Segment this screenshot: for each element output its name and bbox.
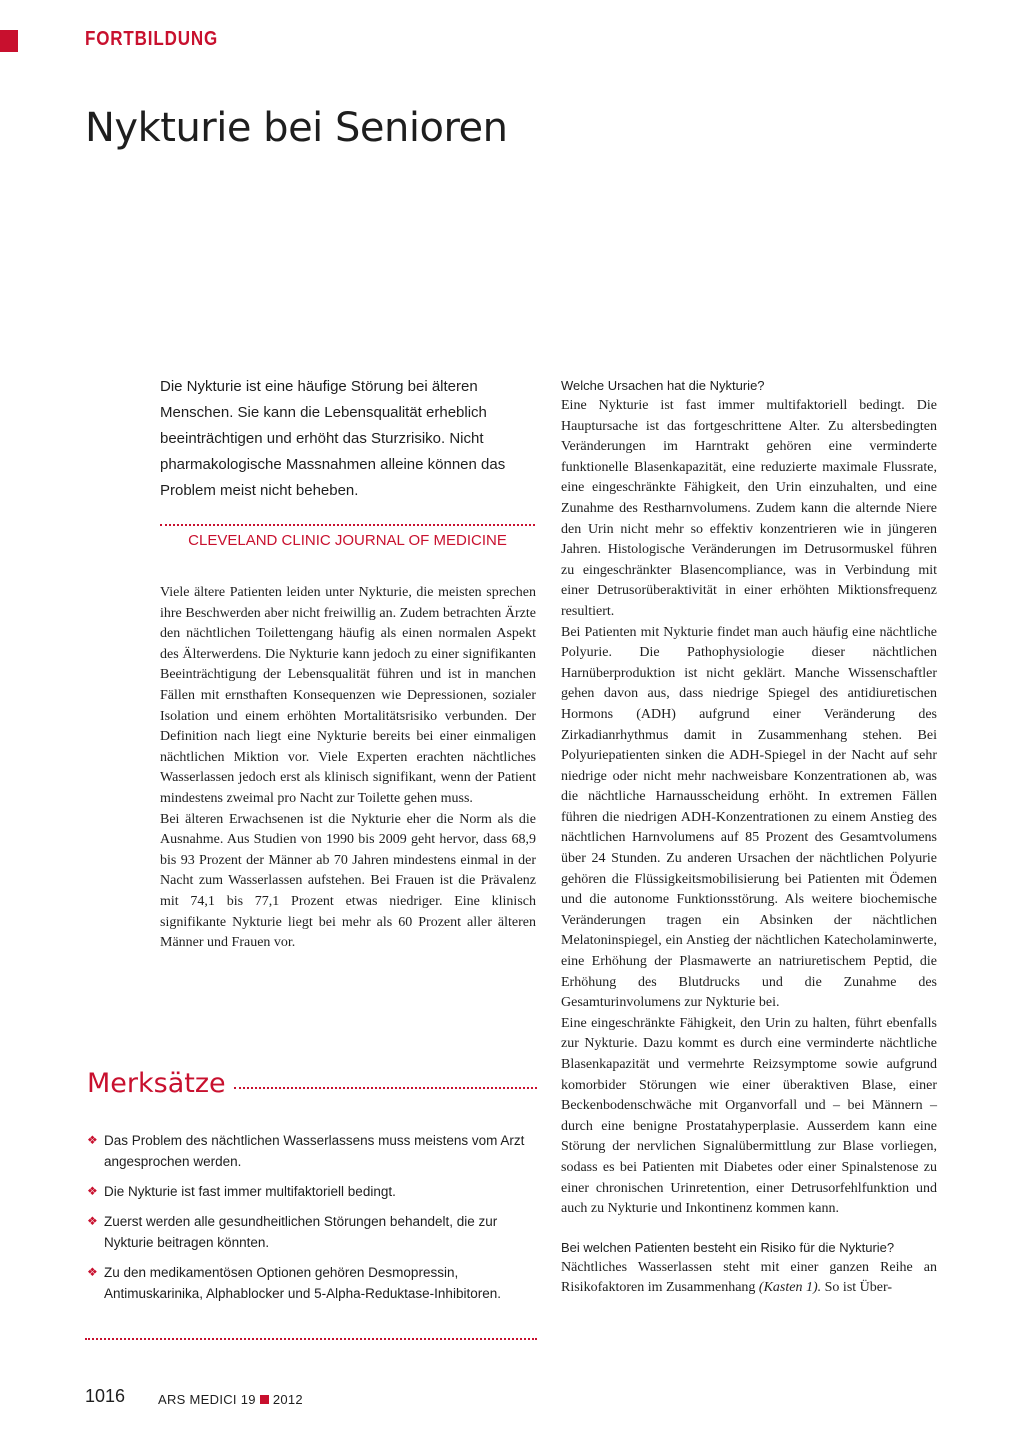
diamond-bullet-icon: ❖: [87, 1265, 98, 1279]
merksaetze-dotted-rule: [234, 1087, 537, 1089]
section-heading-causes: Welche Ursachen hat die Nykturie?: [561, 378, 765, 393]
section-label: FORTBILDUNG: [85, 28, 219, 50]
left-column-body: [160, 583, 536, 954]
body-paragraph: Eine Nykturie ist fast immer multifaktoriell bedingt. Die Hauptursache ist das fortgeschrittene Alter. Zu altersbedingten Veränderungen im Harntrakt gehören eine verminderte funktionelle Blasenkapazität, eine reduzierte maximale Flussrate, eine eingeschränkte Fähigkeit, den Urin einzuhalten, und eine Zunahme des Restharnvolumens. Zudem kann die alternde Niere den Urin nicht mehr so effektiv konzentrieren wie in jüngeren Jahren. Histologische Veränderungen im Detrusormuskel führen zu eingeschränkter Blasencompliance, was in Verbindung mit einer Detrusorüberaktivität in einer erhöhten Miktionsfrequenz resultiert.: [561, 398, 937, 619]
box-reference: (Kasten 1).: [758, 1280, 822, 1296]
merksatz-item: ❖ Zuerst werden alle gesundheitlichen Störungen behandelt, die zur Nykturie beitragen könnten.: [87, 1211, 537, 1253]
article-title: Nykturie bei Senioren: [85, 105, 508, 151]
merksaetze-list: [87, 1130, 537, 1313]
source-citation: CLEVELAND CLINIC JOURNAL OF MEDICINE: [188, 532, 507, 549]
body-paragraph: Nächtliches Wasserlassen steht mit einer ganzen Reihe an Risikofaktoren im Zusammenhang (Kasten 1). So ist Über-: [561, 1259, 937, 1296]
merksaetze-header: [87, 1068, 537, 1099]
merksatz-item: ❖ Das Problem des nächtlichen Wasserlassens muss meistens vom Arzt angesprochen werden.: [87, 1130, 537, 1172]
merksaetze-bottom-divider: [85, 1338, 537, 1340]
diamond-bullet-icon: ❖: [87, 1184, 98, 1198]
diamond-bullet-icon: ❖: [87, 1133, 98, 1147]
red-square-icon: [260, 1395, 269, 1404]
body-paragraph: Bei Patienten mit Nykturie findet man auch häufig eine nächtliche Polyurie. Die Pathophysiologie dieser nächtlichen Harnüberproduktion ist nicht geklärt. Manche Wissenschaftler gehen davon aus, dass niedrige Spiegel des antidiuretischen Hormons (ADH) aufgrund einer Veränderung des Zirkadianrhythmus damit in Zusammenhang stehen. Bei Polyuriepatienten sinken die ADH-Spiegel in der Nacht auf sehr niedrige oder nicht mehr nachweisbare Konzentrationen ab, was die nächtliche Harnausscheidung erhöht. In extremen Fällen führen die niedrigen ADH-Konzentrationen zu einem Anstieg des nächtlichen Harnvolumens auf 85 Prozent des Gesamtvolumens über 24 Stunden. Zu anderen Ursachen der nächtlichen Polyurie gehören die Flüssigkeitsmobilisierung bei Patienten mit Ödemen und die autonome Funktionsstörung. Als weitere biochemische Veränderungen tragen ein Absinken der nächtlichen Melatoninspiegel, ein Anstieg der nächtlichen Katecholaminwerte, eine Erhöhung der Plasmawerte an natriuretischem Peptid, die Erhöhung des Blutdrucks und die Zunahme des Gesamturinvolumens zur Nykturie bei.: [561, 624, 937, 1011]
source-divider: [160, 524, 535, 526]
page-number: 1016: [85, 1386, 126, 1406]
journal-footer: [158, 1392, 303, 1407]
merksaetze-title: Merksätze: [87, 1068, 226, 1099]
section-heading-risk: Bei welchen Patienten besteht ein Risiko für die Nykturie?: [561, 1239, 895, 1255]
section-spacer: [561, 1220, 937, 1238]
merksatz-item: ❖ Zu den medikamentösen Optionen gehören Desmopressin, Antimuskarinika, Alphablocker und 5-Alpha-Reduktase-Inhibitoren.: [87, 1262, 537, 1304]
journal-year: 2012: [272, 1392, 303, 1407]
section-color-marker: [0, 30, 18, 52]
body-paragraph: Bei älteren Erwachsenen ist die Nykturie eher die Norm als die Ausnahme. Aus Studien von 1990 bis 2009 geht hervor, dass 68,9 bis 93 Prozent der Männer ab 70 Jahren mindestens einmal in der Nacht zum Wasserlassen aufstehen. Bei Frauen ist die Prävalenz mit 74,1 bis 77,1 Prozent etwas niedriger. Eine klinisch signifikante Nykturie liegt bei mehr als 60 Prozent aller älteren Männer und Frauen vor.: [160, 811, 536, 951]
right-column-body: [561, 376, 937, 1299]
body-paragraph: Eine eingeschränkte Fähigkeit, den Urin zu halten, führt ebenfalls zur Nykturie. Dazu kommt es durch eine verminderte nächtliche Blasenkapazität und vermehrte Reizsymptome sowie aufgrund komorbider Störungen wie einer überaktiven Blase, einer Beckenbodenschwäche mit Organvorfall und – bei Männern – durch eine benigne Prostatahyperplasie. Ausserdem kann eine Störung der nervlichen Signalübermittlung zur Blase vorliegen, sodass es bei Patienten mit Diabetes oder einer Spinalstenose zu einer chronischen Urinretention, einer Detrusorfehlfunktion und auch zu Nykturie und Inkontinenz kommen kann.: [561, 1015, 937, 1217]
merksatz-item: ❖ Die Nykturie ist fast immer multifaktoriell bedingt.: [87, 1181, 537, 1202]
journal-name: ARS MEDICI 19: [158, 1392, 256, 1407]
diamond-bullet-icon: ❖: [87, 1214, 98, 1228]
article-lead: Die Nykturie ist eine häufige Störung bei älteren Menschen. Sie kann die Lebensqualität erheblich beeinträchtigen und erhöht das Sturzrisiko. Nicht pharmakologische Massnahmen alleine können das Problem meist nicht beheben.: [160, 378, 506, 499]
body-paragraph: Viele ältere Patienten leiden unter Nykturie, die meisten sprechen ihre Beschwerden aber nicht freiwillig an. Zudem betrachten Ärzte den nächtlichen Toilettengang häufig als einen normalen Aspekt des Älterwerdens. Die Nykturie kann jedoch zu einer signifikanten Beeinträchtigung der Lebensqualität führen und ist in manchen Fällen mit ernsthaften Konsequenzen wie Depressionen, sozialer Isolation und einem erhöhten Mortalitätsrisiko verbunden. Der Definition nach liegt eine Nykturie bereits bei einer einmaligen nächtlichen Miktion vor. Viele Experten erachten nächtliches Wasserlassen jedoch erst als klinisch signifikant, wenn der Patient mindestens zweimal pro Nacht zur Toilette gehen muss.: [160, 585, 536, 806]
